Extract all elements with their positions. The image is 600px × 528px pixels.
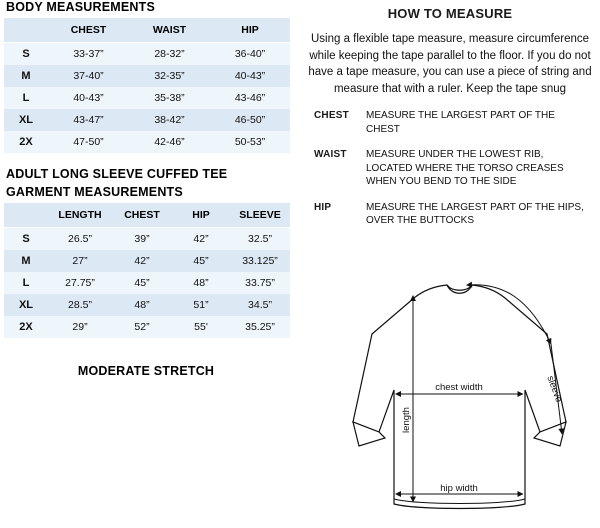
cell-chest: 33-37” [48, 43, 129, 66]
definition-description: MEASURE UNDER THE LOWEST RIB, LOCATED WHERE THE TORSO CREASES WHEN YOU BEND TO THE SIDE [366, 149, 564, 187]
cell-length: 29” [48, 316, 112, 338]
shirt-outline [353, 285, 566, 509]
cell-chest: 43-47” [48, 109, 129, 131]
garment-header-chest: CHEST [112, 203, 172, 228]
how-to-measure-intro: Using a flexible tape measure, measure circumference while keeping the tape parallel to the floor. If you do not have a tape measure, you can use a piece of string and measure that with a ruler. Keep the tape snug [308, 33, 592, 95]
body-header-chest: CHEST [48, 18, 129, 43]
cell-chest: 48” [112, 294, 172, 316]
table-row [4, 250, 290, 272]
cell-length: 26.5” [48, 228, 112, 251]
body-measurements-title: BODY MEASUREMENTS [6, 0, 156, 14]
cell-hip: 50-53” [210, 131, 290, 153]
cell-chest: 42” [112, 250, 172, 272]
garment-title-line1: ADULT LONG SLEEVE CUFFED TEE [6, 167, 228, 181]
sleeve-label: sleeve [544, 374, 565, 404]
shirt-diagram [304, 270, 600, 526]
garment-header-hip: HIP [172, 203, 230, 228]
definition-term: HIP [314, 201, 332, 213]
table-header-row [4, 203, 290, 228]
cell-length: 27.75” [48, 272, 112, 294]
chest-width-label: chest width [435, 382, 483, 393]
cell-chest: 45” [112, 272, 172, 294]
row-size: XL [4, 109, 48, 131]
cell-chest: 52” [112, 316, 172, 338]
body-header-waist: WAIST [129, 18, 210, 43]
garment-header-size [4, 203, 48, 228]
cell-sleeve: 33.125” [230, 250, 290, 272]
cell-sleeve: 34.5” [230, 294, 290, 316]
table-row [4, 43, 290, 66]
garment-header-sleeve: SLEEVE [230, 203, 290, 228]
row-size: S [4, 228, 48, 251]
garment-title-line2: GARMENT MEASUREMENTS [6, 185, 183, 199]
table-row [4, 87, 290, 109]
stretch-note: MODERATE STRETCH [77, 364, 215, 378]
body-header-hip: HIP [210, 18, 290, 43]
cell-chest: 39” [112, 228, 172, 251]
garment-header-length: LENGTH [48, 203, 112, 228]
definition-description: MEASURE THE LARGEST PART OF THE CHEST [366, 110, 555, 135]
cell-length: 28.5” [48, 294, 112, 316]
cell-waist: 32-35” [129, 65, 210, 87]
length-label: length [401, 407, 412, 433]
table-row [4, 294, 290, 316]
row-size: XL [4, 294, 48, 316]
cell-waist: 35-38” [129, 87, 210, 109]
row-size: 2X [4, 131, 48, 153]
definition-chest [314, 109, 600, 136]
table-header-row [4, 18, 290, 43]
cell-chest: 37-40” [48, 65, 129, 87]
body-measurements-table [4, 18, 290, 153]
row-size: S [4, 43, 48, 66]
cell-hip: 36-40” [210, 43, 290, 66]
table-row [4, 131, 290, 153]
row-size: M [4, 65, 48, 87]
how-to-measure-title: HOW TO MEASURE [387, 6, 513, 21]
cell-sleeve: 35.25” [230, 316, 290, 338]
table-row [4, 272, 290, 294]
left-column [0, 0, 292, 528]
spacer [0, 153, 292, 167]
body-header-size [4, 18, 48, 43]
cell-hip: 48” [172, 272, 230, 294]
cell-hip: 43-46” [210, 87, 290, 109]
table-row [4, 109, 290, 131]
cell-hip: 46-50” [210, 109, 290, 131]
cell-sleeve: 33.75” [230, 272, 290, 294]
table-row [4, 228, 290, 251]
garment-measurements-table [4, 203, 290, 338]
cell-waist: 42-46” [129, 131, 210, 153]
cell-hip: 40-43” [210, 65, 290, 87]
table-row [4, 65, 290, 87]
cell-chest: 40-43” [48, 87, 129, 109]
cell-sleeve: 32.5” [230, 228, 290, 251]
cell-waist: 28-32” [129, 43, 210, 66]
definition-hip [314, 201, 600, 228]
cell-length: 27” [48, 250, 112, 272]
cell-chest: 47-50” [48, 131, 129, 153]
cell-waist: 38-42” [129, 109, 210, 131]
row-size: L [4, 87, 48, 109]
definition-term: WAIST [314, 149, 347, 160]
cell-hip: 42” [172, 228, 230, 251]
hip-width-label: hip width [440, 483, 478, 494]
row-size: L [4, 272, 48, 294]
cell-hip: 55' [172, 316, 230, 338]
right-column [300, 0, 600, 528]
definition-description: MEASURE THE LARGEST PART OF THE HIPS, OVER THE BUTTOCKS [366, 201, 584, 226]
definition-waist [314, 148, 600, 189]
definition-term: CHEST [314, 110, 349, 121]
measurement-definitions [314, 109, 600, 228]
cell-hip: 45” [172, 250, 230, 272]
table-row [4, 316, 290, 338]
row-size: M [4, 250, 48, 272]
row-size: 2X [4, 316, 48, 338]
cell-hip: 51” [172, 294, 230, 316]
